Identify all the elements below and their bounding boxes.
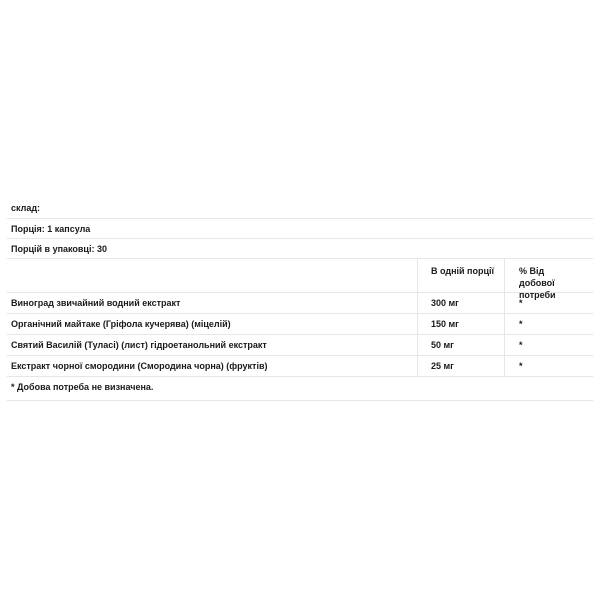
table-header-row xyxy=(7,259,593,300)
serving-size: Порція: 1 капсула xyxy=(7,219,593,239)
header-daily-value: % Від добової потреби xyxy=(504,259,574,292)
table-row xyxy=(7,356,593,377)
ingredient-amount: 25 мг xyxy=(417,356,504,376)
table-row xyxy=(7,335,593,356)
table-row xyxy=(7,293,593,314)
footnote: * Добова потреба не визначена. xyxy=(7,377,593,401)
header-name-cell xyxy=(7,259,417,292)
ingredient-name: Виноград звичайний водний екстракт xyxy=(11,298,181,308)
ingredient-daily-value: * xyxy=(504,293,593,313)
header-amount: В одній порції xyxy=(417,259,504,292)
composition-label: склад: xyxy=(7,198,593,219)
ingredient-name: Екстракт чорної смородини (Смородина чорна) (фруктів) xyxy=(11,361,268,371)
table-row xyxy=(7,314,593,335)
ingredient-amount: 50 мг xyxy=(417,335,504,355)
ingredient-amount: 150 мг xyxy=(417,314,504,334)
ingredient-daily-value: * xyxy=(504,335,593,355)
ingredient-daily-value: * xyxy=(504,314,593,334)
ingredient-amount: 300 мг xyxy=(417,293,504,313)
supplement-facts-table xyxy=(7,198,593,401)
ingredient-daily-value: * xyxy=(504,356,593,376)
ingredient-name: Святий Василій (Туласі) (лист) гідроетанольний екстракт xyxy=(11,340,267,350)
servings-per-container: Порцій в упаковці: 30 xyxy=(7,239,593,259)
ingredient-name: Органічний майтаке (Гріфола кучерява) (міцелій) xyxy=(11,319,231,329)
